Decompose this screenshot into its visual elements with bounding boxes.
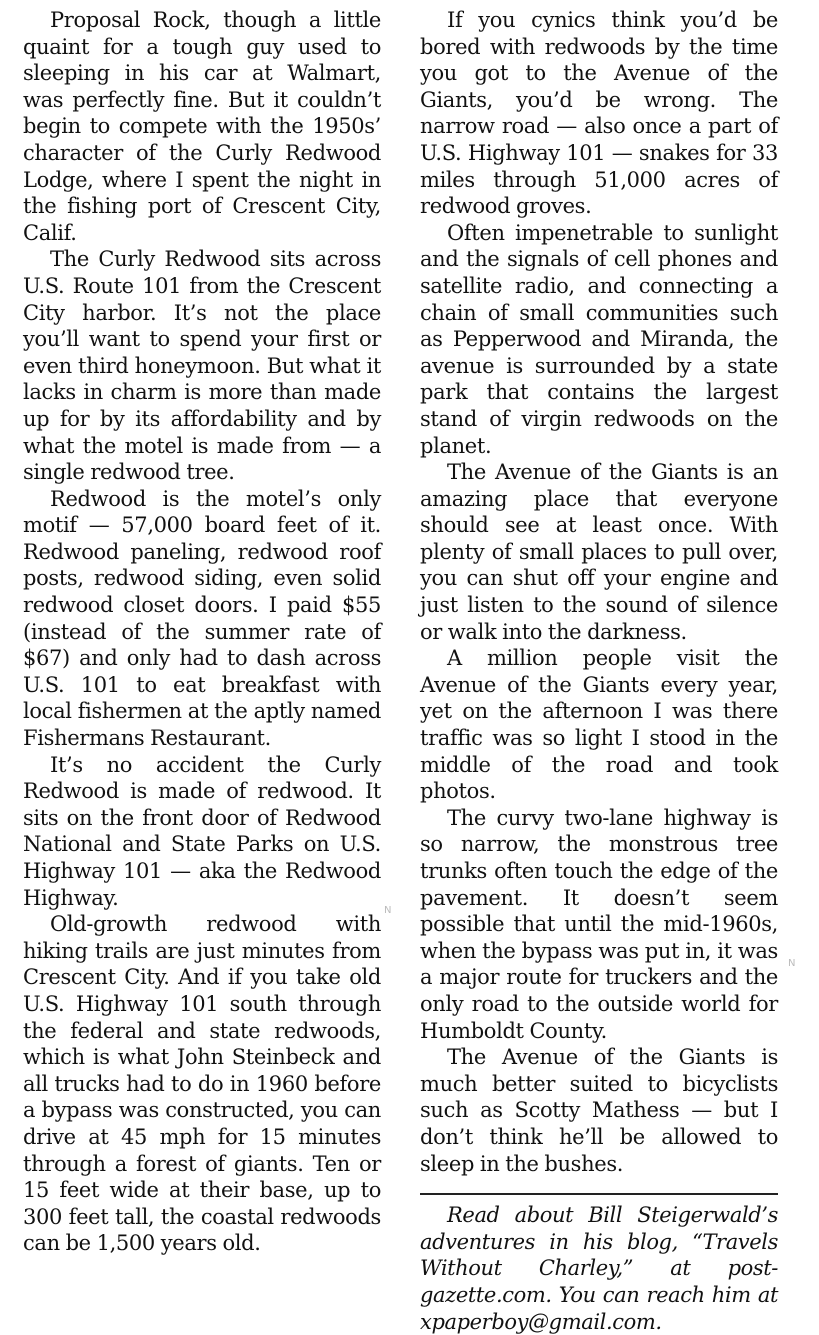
paragraph: It’s no accident the Curly Redwood is made of redwood. It sits on the front door of Redwood National and State Parks on U.S. Highway 101 — aka the Redwood Highway. <box>23 752 381 910</box>
paragraph: If you cynics think you’d be bored with redwoods by the time you got to the Avenue of the Giants, you’d be wrong. The narrow road — also once a part of U.S. Highway 101 — snakes for 33 miles through 51,000 acres of redwood groves. <box>420 8 778 219</box>
paragraph: The Avenue of the Giants is much better suited to bicyclists such as Scotty Mathess — but I don’t think he’ll be allowed to sleep in the bushes. <box>420 1045 778 1176</box>
paragraph: Proposal Rock, though a little quaint for a tough guy used to sleeping in his car at Walmart, was perfectly fine. But it couldn’t begin to compete with the 1950s’ character of the Curly Redwood Lodge, where I spent the night in the fishing port of Crescent City, Calif. <box>23 8 381 245</box>
gutter-mark: N <box>788 958 796 969</box>
paragraph: The Avenue of the Giants is an amazing place that everyone should see at least once. With plenty of small places to pull over, you can shut off your engine and just listen to the sound of silence or walk into the darkness. <box>420 460 778 644</box>
left-column <box>23 7 381 1257</box>
author-credit-note: Read about Bill Steigerwald’s adventures in his blog, “Travels Without Charley,” at post-gazette.com. You can reach him at xpaperboy@gmail.com. <box>420 1203 778 1334</box>
paragraph: Often impenetrable to sunlight and the signals of cell phones and satellite radio, and connecting a chain of small communities such as Pepperwood and Miranda, the avenue is surrounded by a state park that contains the largest stand of virgin redwoods on the planet. <box>420 220 778 458</box>
right-column <box>420 7 778 1335</box>
paragraph: Old-growth redwood with hiking trails are just minutes from Crescent City. And if you take old U.S. Highway 101 south through the federal and state redwoods, which is what John Steinbeck and all trucks had to do in 1960 before a bypass was constructed, you can drive at 45 mph for 15 minutes through a forest of giants. Ten or 15 feet wide at their base, up to 300 feet tall, the coastal redwoods can be 1,500 years old. <box>23 912 381 1256</box>
paragraph: A million people visit the Avenue of the Giants every year, yet on the afternoon I was there traffic was so light I stood in the middle of the road and took photos. <box>420 646 778 804</box>
divider-rule <box>420 1193 778 1195</box>
paragraph: The curvy two-lane highway is so narrow, the monstrous tree trunks often touch the edge of the pavement. It doesn’t seem possible that until the mid-1960s, when the bypass was put in, it was a major route for truckers and the only road to the outside world for Humboldt County. <box>420 805 778 1043</box>
paragraph: The Curly Redwood sits across U.S. Route 101 from the Crescent City harbor. It’s not the place you’ll want to spend your first or even third honeymoon. But what it lacks in charm is more than made up for by its affordability and by what the motel is made from — a single redwood tree. <box>23 247 381 485</box>
paragraph: Redwood is the motel’s only motif — 57,000 board feet of it. Redwood paneling, redwood roof posts, redwood siding, even solid redwood closet doors. I paid $55 (instead of the summer rate of $67) and only had to dash across U.S. 101 to eat breakfast with local fishermen at the aptly named Fishermans Restaurant. <box>23 486 381 751</box>
gutter-mark: N <box>384 905 392 916</box>
